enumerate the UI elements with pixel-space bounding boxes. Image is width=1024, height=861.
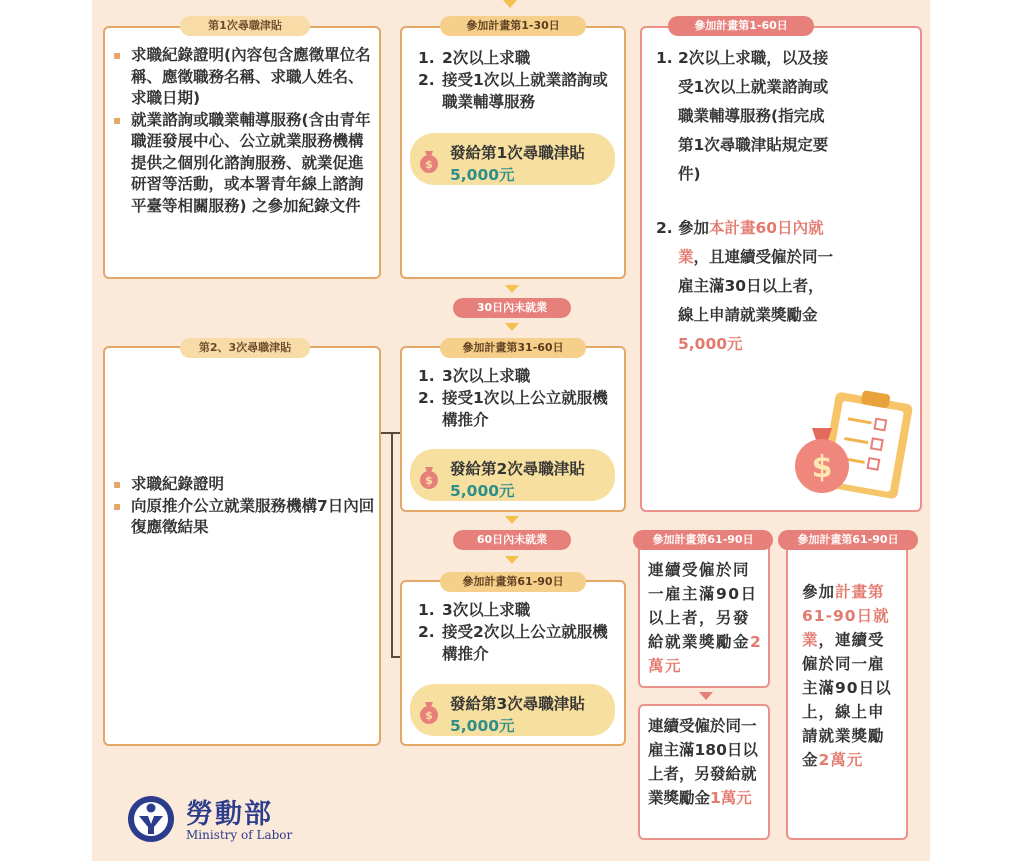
subsidy-amount: 5,000元: [450, 717, 515, 735]
list-item: 1. 3次以上求職: [418, 601, 531, 619]
stage-2-subsidy-pill: [410, 449, 615, 501]
list-item: 1. 2次以上求職: [418, 49, 531, 67]
requirements-box-2-tag: 第2、3次尋職津貼: [180, 338, 310, 358]
list-item: 1. 2次以上求職，以及接受1次以上就業諮詢或職業輔導服務(指完成第1次尋職津貼規定要件): [656, 49, 829, 183]
down-arrow: [699, 692, 713, 700]
stage-2-tag: 參加計畫第31-60日: [440, 338, 586, 358]
ministry-emblem-icon: [126, 794, 176, 844]
subsidy-amount: 5,000元: [450, 482, 515, 500]
down-arrow: [505, 556, 519, 564]
bonus-61-90-tag-a: 參加計畫第61-90日: [633, 530, 773, 550]
bracket-connector: [381, 432, 391, 434]
list-item: 2. 接受1次以上公立就服機構推介: [418, 389, 608, 429]
requirements-box-2: [103, 346, 381, 746]
bonus-61-90-text-b: 參加計畫第61-90日就業，連續受僱於同一雇主滿90日以上，線上申請就業獎勵金2萬元: [802, 583, 892, 769]
bullet-icon: ▪: [113, 477, 122, 491]
bullet-icon: ▪: [113, 498, 122, 513]
subsidy-title: 發給第2次尋職津貼: [450, 460, 585, 478]
left-margin: [0, 0, 92, 861]
employment-bonus-tag: 參加計畫第1-60日: [668, 16, 814, 36]
thirty-day-tag: 30日內未就業: [453, 298, 571, 318]
employment-bonus-list: [656, 44, 836, 359]
ministry-of-labor-logo: 勞動部 Ministry of Labor: [126, 792, 316, 852]
svg-text:$: $: [425, 158, 433, 171]
list-item: 2. 接受1次以上就業諮詢或職業輔導服務: [418, 71, 608, 111]
clipboard-money-illustration: [790, 388, 918, 506]
bullet-icon: ▪: [113, 48, 122, 62]
list-item: 2. 接受2次以上公立就服機構推介: [418, 623, 608, 663]
money-bag-icon: [416, 699, 442, 725]
down-arrow: [505, 516, 519, 524]
bonus-61-90-text-a: 連續受僱於同一雇主滿90日以上者，另發給就業獎勵金2萬元: [648, 561, 763, 675]
subsidy-title: 發給第1次尋職津貼: [450, 144, 585, 162]
list-item: 2. 參加本計畫60日內就業，且連續受僱於同一雇主滿30日以上者，線上申請就業獎勵金5,000元: [656, 219, 834, 353]
bracket-connector: [391, 656, 400, 658]
requirements-box-1-tag: 第1次尋職津貼: [180, 16, 310, 36]
stage-3-list: [418, 599, 618, 665]
requirements-box-2-list: [113, 474, 375, 539]
stage-3-subsidy-pill: [410, 684, 615, 736]
stage-1-subsidy-pill: [410, 133, 615, 185]
subsidy-title: 發給第3次尋職津貼: [450, 695, 585, 713]
sixty-day-tag: 60日內未就業: [453, 530, 571, 550]
list-item: ▪ 就業諮詢或職業輔導服務(含由青年職涯發展中心、公立就業服務機構提供之個別化諮詢服務、就業促進研習等活動，或本署青年線上諮詢平臺等相關服務) 之參加紀錄文件: [113, 110, 375, 218]
stage-2-list: [418, 365, 618, 431]
bracket-connector: [391, 432, 400, 434]
list-item: ▪ 向原推介公立就業服務機構7日內回復應徵結果: [113, 496, 375, 539]
bonus-61-90-tag-b: 參加計畫第61-90日: [778, 530, 918, 550]
down-arrow: [505, 323, 519, 331]
money-bag-icon: [416, 464, 442, 490]
list-item: 1. 3次以上求職: [418, 367, 531, 385]
stage-1-list: [418, 47, 618, 113]
svg-text:$: $: [811, 450, 833, 485]
subsidy-amount: 5,000元: [450, 166, 515, 184]
down-arrow: [505, 285, 519, 293]
requirements-box-1-list: [113, 45, 375, 217]
list-item: ▪ 求職紀錄證明(內容包含應徵單位名稱、應徵職務名稱、求職人姓名、求職日期): [113, 45, 375, 110]
stage-1-tag: 參加計畫第1-30日: [440, 16, 586, 36]
stage-3-tag: 參加計畫第61-90日: [440, 572, 586, 592]
bracket-connector: [391, 432, 393, 658]
list-item: ▪ 求職紀錄證明: [113, 474, 375, 496]
right-margin: [930, 0, 1024, 861]
money-bag-icon: [416, 148, 442, 174]
svg-text:$: $: [425, 709, 433, 722]
bullet-icon: ▪: [113, 112, 122, 127]
svg-text:$: $: [425, 474, 433, 487]
top-arrow: [503, 0, 517, 8]
bonus-180-text: 連續受僱於同一雇主滿180日以上者，另發給就業獎勵金1萬元: [648, 717, 758, 807]
